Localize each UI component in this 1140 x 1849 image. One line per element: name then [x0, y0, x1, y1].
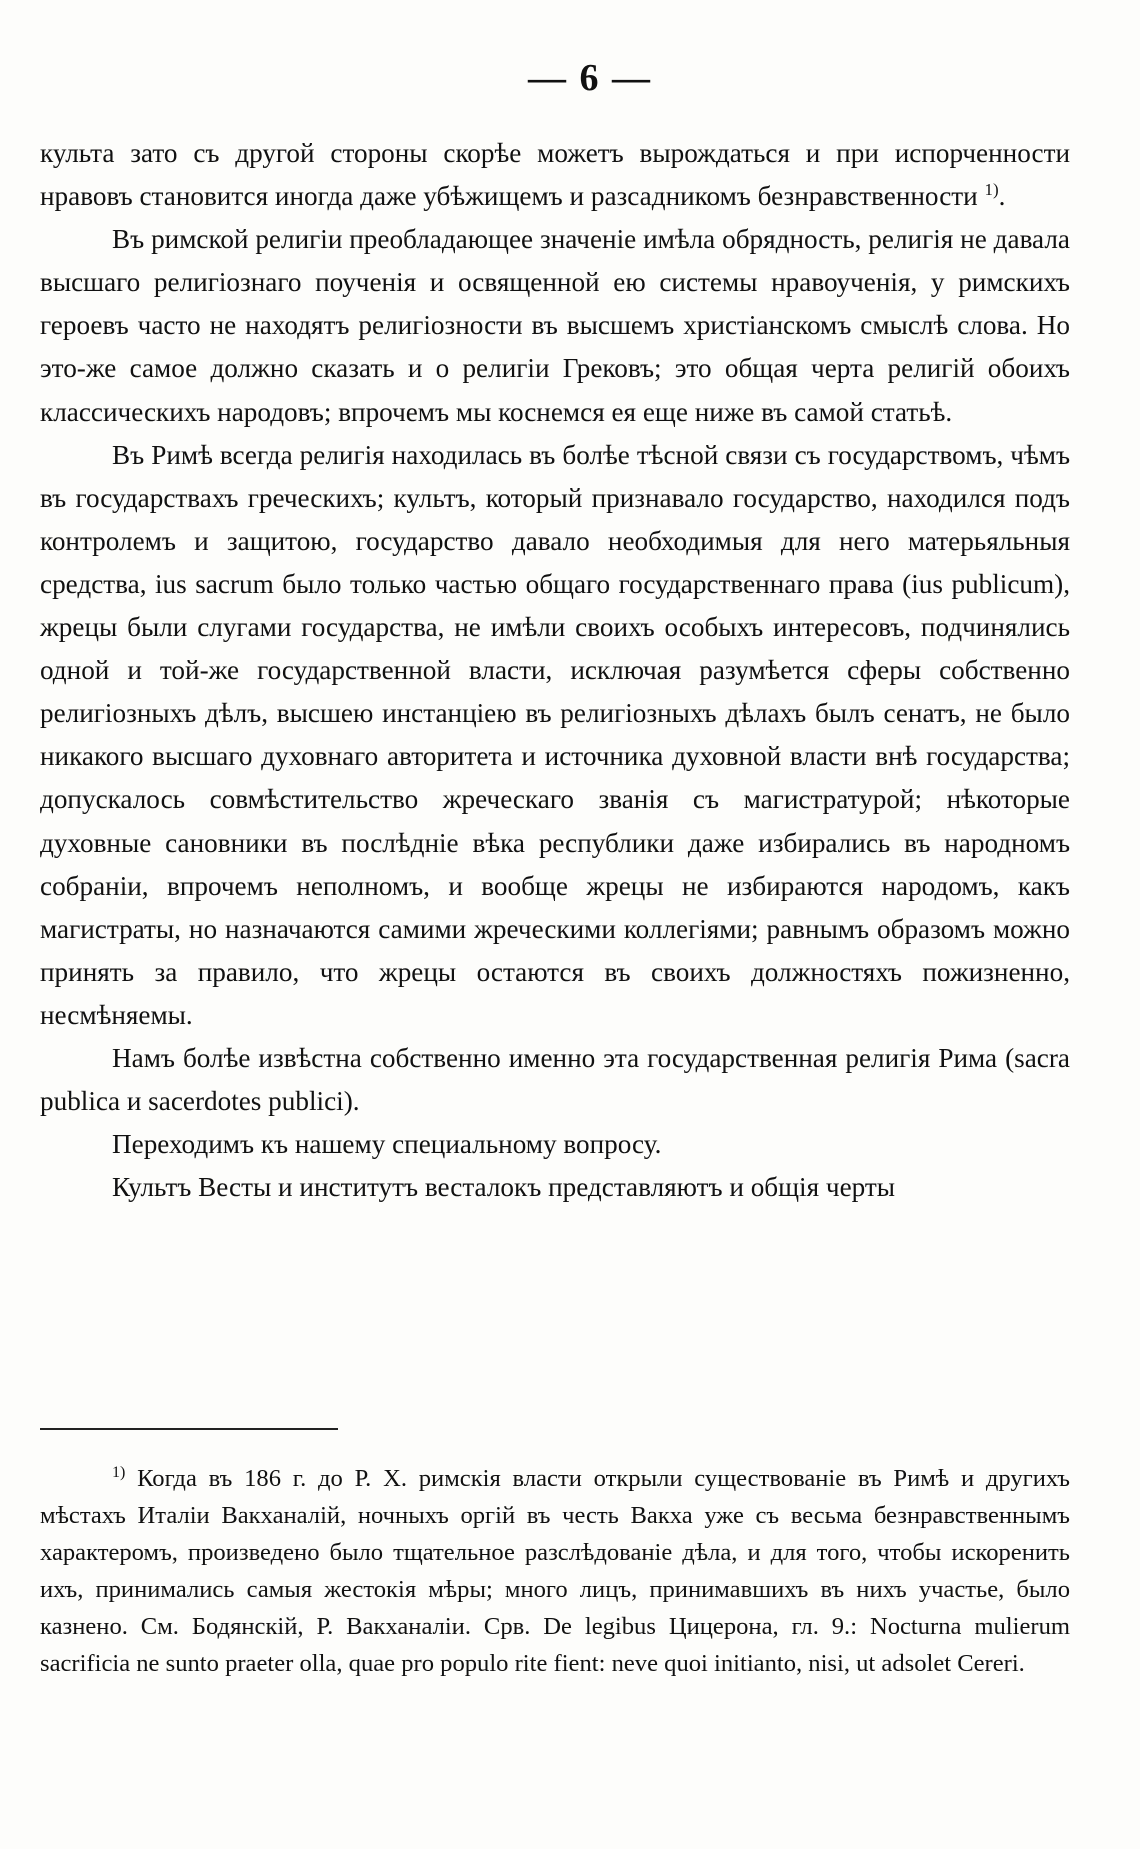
footnote-marker: 1)	[112, 1463, 126, 1481]
main-text	[40, 132, 1070, 1209]
footnote-reference: 1)	[984, 180, 999, 200]
paragraph-roman-religion: Въ римской религіи преобладающее значеніе имѣла обрядность, религія не давала высшаго религіознаго поученія и освященной ею системы нравоученія, у римскихъ героевъ часто не находятъ религіозности въ высшемъ христіанскомъ смыслѣ слова. Но это-же самое должно сказать и о религіи Грековъ; это общая черта религій обоихъ классическихъ народовъ; впрочемъ мы коснемся ея еще ниже въ самой статьѣ.	[40, 224, 1070, 427]
paragraph-transition: Переходимъ къ нашему специальному вопросу.	[112, 1129, 662, 1160]
footnote-text: Когда въ 186 г. до Р. Х. римскія власти открыли существованіе въ Римѣ и другихъ мѣстахъ Италіи Вакханалій, ночныхъ оргій въ честь Вакха уже съ весьма безнравственнымъ характеромъ, произведено было тщательное разслѣдованіе дѣла, и для того, чтобы искоренить ихъ, принимались самыя жестокія мѣры; много лицъ, принимавшихъ въ нихъ участье, было казнено. См. Бодянскій, Р. Вакханаліи. Срв. De legibus Цицерона, гл. 9.: Nocturna mulierum sacrificia ne sunto praeter olla, quae pro populo rite fient: neve quoi initianto, nisi, ut adsolet Cereri.	[40, 1465, 1070, 1678]
footnote-divider	[40, 1428, 338, 1430]
paragraph-1-text: культа зато съ другой стороны скорѣе можетъ вырождаться и при испорченности нравовъ становится иногда даже убѣжищемъ и разсадникомъ безнравственности	[40, 138, 1070, 212]
paragraph-1-end: .	[998, 181, 1006, 212]
paragraph-continued	[40, 132, 1070, 218]
footnote	[40, 1460, 1070, 1683]
page-number: — 6 —	[528, 57, 652, 99]
paragraph-religion-and-state: Въ Римѣ всегда религія находилась въ болѣе тѣсной связи съ государствомъ, чѣмъ въ государствахъ греческихъ; культъ, который признавало государство, находился подъ контролемъ и защитою, государство давало необходимыя для него матерьяльныя средства, ius sacrum было только частью общаго государственнаго права (ius publicum), жрецы были слугами государства, не имѣли своихъ особыхъ интересовъ, подчинялись одной и той-же государственной власти, исключая разумѣется сферы собственно религіозныхъ дѣлъ, высшею инстанціею въ религіозныхъ дѣлахъ былъ сенатъ, не было никакого высшаго духовнаго авторитета и источника духовной власти внѣ государства; допускалось совмѣстительство жреческаго званія съ магистратурой; нѣкоторые духовные сановники въ послѣдніе вѣка республики даже избирались въ народномъ собраніи, впрочемъ неполномъ, и вообще жрецы не избираются народомъ, какъ магистраты, но назначаются самими жреческими коллегіями; равнымъ образомъ можно принять за правило, что жрецы остаются въ своихъ должностяхъ пожизненно, несмѣняемы.	[40, 439, 1070, 1030]
paragraph-state-religion: Намъ болѣе извѣстна собственно именно эта государственная религія Рима (sacra publica и sacerdotes publici).	[40, 1042, 1070, 1117]
paragraph-vesta-cult: Культъ Весты и институтъ весталокъ представляютъ и общія черты	[112, 1172, 896, 1203]
